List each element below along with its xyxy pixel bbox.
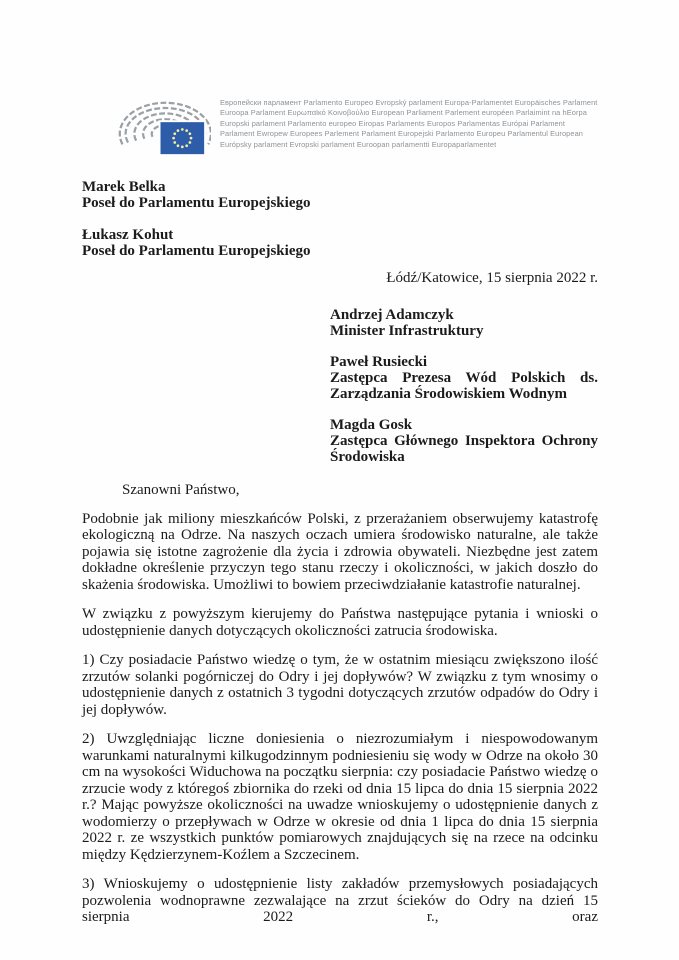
paragraph-question-3: 3) Wnioskujemy o udostępnienie listy zakładów przemysłowych posiadających pozwolenia wodnoprawne zezwalające na zrzut ścieków do Odry na dzień 15 sierpnia 2022 r., oraz: [82, 876, 598, 925]
european-parliament-logo-icon: [110, 95, 211, 159]
letterhead-language-line: Parlament Ewropew Europees Parlement Parlament Europejski Parlamento Europeu Parlamentul European: [220, 129, 583, 139]
recipient-name: Magda Gosk: [330, 417, 413, 433]
recipient-entry: [330, 354, 598, 402]
paragraph-question-1: 1) Czy posiadacie Państwo wiedzę o tym, że w ostatnim miesiącu zwiększono ilość zrzutów solanki pogórniczej do Odry i jej dopływów? W związku z tym wnosimy o udostępnienie danych z ostatnich 3 tygodni dotyczących zrzutów odpadów do Odry i jej dopływów.: [82, 652, 598, 718]
letterhead-language-line: Европейски парламент Parlamento Europeo Evropský parlament Europa-Parlamentet Europäisches Parlament: [220, 98, 598, 107]
paragraph-requests-lead: W związku z powyższym kierujemy do Państwa następujące pytania i wnioski o udostępnienie danych dotyczących okoliczności zatrucia środowiska.: [82, 606, 598, 639]
recipient-title: Zastępca Prezesa Wód Polskich ds. Zarządzania Środowiskiem Wodnym: [330, 370, 598, 402]
recipient-name: Paweł Rusiecki: [330, 354, 428, 370]
paragraph-question-2: 2) Uwzględniając liczne doniesienia o niezrozumiałym i niespowodowanym warunkami naturalnymi kilkugodzinnym podniesieniu się wody w Odrze na około 30 cm na wysokości Widuchowa na początku sierpnia: czy posiadacie Państwo wiedzę o zrzucie wody z któregoś zbiornika do rzeki od dnia 15 lipca do dnia 15 sierpnia 2022 r.? Mając powyższe okoliczności na uwadze wnioskujemy o udostępnienie danych z wodomierzy o przepływach w Odrze w okresie od dnia 1 lipca do dnia 15 sierpnia 2022 r. ze wszystkich punktów pomiarowych znajdujących się na rzece na odcinku między Kędzierzynem-Koźlem a Szczecinem.: [82, 731, 598, 863]
place-and-date: Łódź/Katowice, 15 sierpnia 2022 r.: [386, 270, 598, 286]
salutation: Szanowni Państwo,: [122, 482, 240, 498]
recipient-title: Zastępca Głównego Inspektora Ochrony Środowiska: [330, 433, 598, 465]
letter-body: [82, 179, 598, 926]
sender-block: [82, 179, 598, 211]
sender-block: [82, 227, 598, 259]
recipients-block: [330, 307, 598, 465]
letterhead-language-line: Európsky parlament Evropski parlament Euroopan parlamentti Europaparlamentet: [220, 139, 497, 149]
letterhead-language-list: [220, 95, 597, 150]
letterhead-language-line: Euroopa Parlament Ευρωπαϊκό Κοινοβούλιο European Parliament Parlement européen Parlaimint na hEorpa: [220, 108, 587, 118]
sender-name: Marek Belka: [82, 179, 166, 195]
letterhead: [110, 95, 679, 161]
recipient-name: Andrzej Adamczyk: [330, 307, 454, 323]
letterhead-language-line: Europski parlament Parlamento europeo Eiropas Parlaments Europos Parlamentas Európai Parlament: [220, 118, 566, 128]
paragraph-intro: Podobnie jak miliony mieszkańców Polski, z przerażaniem obserwujemy katastrofę ekologiczną na Odrze. Na naszych oczach umiera środowisko naturalne, ale także pojawia się istotne zagrożenie dla życia i zdrowia obywateli. Niezbędne jest zatem dokładne określenie przyczyn tego stanu rzeczy i okoliczności, w jakich doszło do skażenia środowiska. Umożliwi to bowiem przeciwdziałanie katastrofie naturalnej.: [82, 510, 598, 593]
sender-name: Łukasz Kohut: [82, 227, 174, 243]
sender-title: Poseł do Parlamentu Europejskiego: [82, 195, 311, 211]
eu-flag-icon: [161, 122, 205, 154]
recipient-entry: [330, 417, 598, 465]
recipient-title: Minister Infrastruktury: [330, 323, 484, 339]
sender-title: Poseł do Parlamentu Europejskiego: [82, 243, 311, 259]
recipient-entry: [330, 307, 598, 339]
